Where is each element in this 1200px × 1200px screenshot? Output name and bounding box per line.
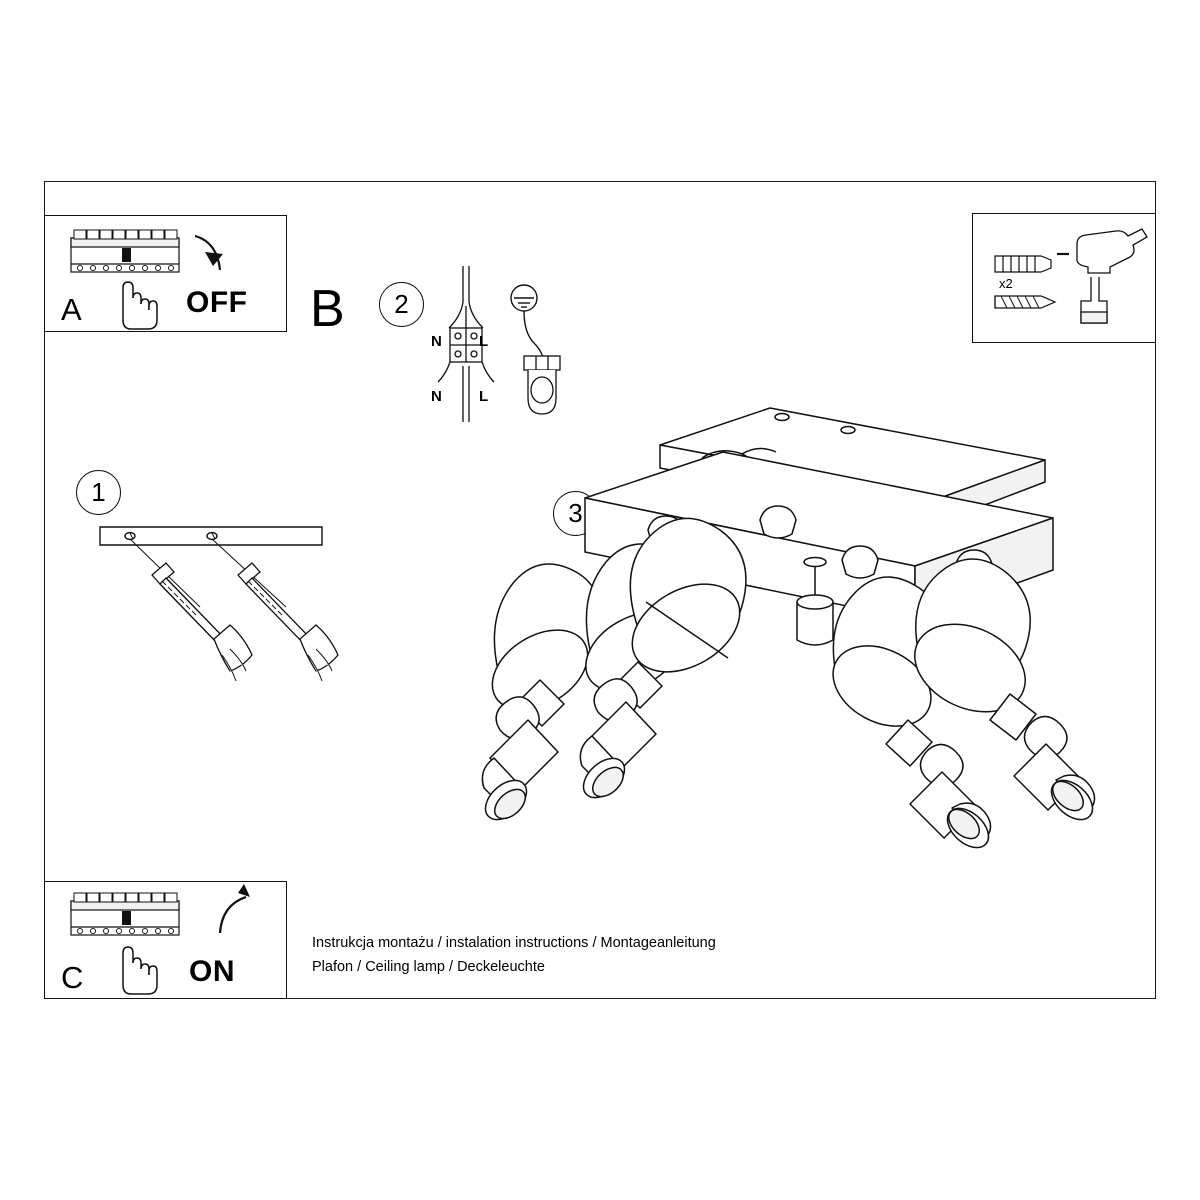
step-1-number: 1: [91, 477, 106, 507]
panel-c-letter: C: [61, 960, 84, 995]
earth-ground-icon: [511, 285, 544, 365]
panel-a-action-label: OFF: [186, 286, 248, 319]
step-3-number: 3: [568, 498, 583, 528]
ceiling-lamp-assembly-icon: [470, 370, 1170, 950]
mounting-plate-screws-icon: [90, 515, 400, 745]
screw-icon: [995, 296, 1055, 308]
terminal-label-n-bottom: N: [431, 388, 442, 405]
step-1-badge: [76, 470, 121, 515]
tools-quantity-label: x2: [999, 276, 1013, 291]
terminal-label-n-top: N: [431, 333, 442, 350]
terminal-label-l-top: L: [479, 333, 489, 350]
step-2-badge: [379, 282, 424, 327]
wall-plug-icon: [995, 256, 1051, 272]
terminal-label-l-bottom: L: [479, 388, 489, 405]
panel-a: [44, 215, 287, 332]
panel-c: [44, 881, 287, 999]
panel-tools: [972, 213, 1156, 343]
caption-line-1: Instrukcja montażu / instalation instructions / Montageanleitung: [312, 935, 716, 951]
caption-line-2: Plafon / Ceiling lamp / Deckeleuchte: [312, 958, 545, 975]
drill-icon: [1057, 229, 1147, 323]
step-2-number: 2: [394, 289, 409, 319]
circuit-breaker-hand-icon: [65, 887, 265, 997]
panel-b-letter: B: [310, 280, 345, 338]
panel-a-letter: A: [61, 292, 82, 327]
panel-c-action-label: ON: [189, 955, 235, 988]
caption-block: [312, 932, 832, 980]
